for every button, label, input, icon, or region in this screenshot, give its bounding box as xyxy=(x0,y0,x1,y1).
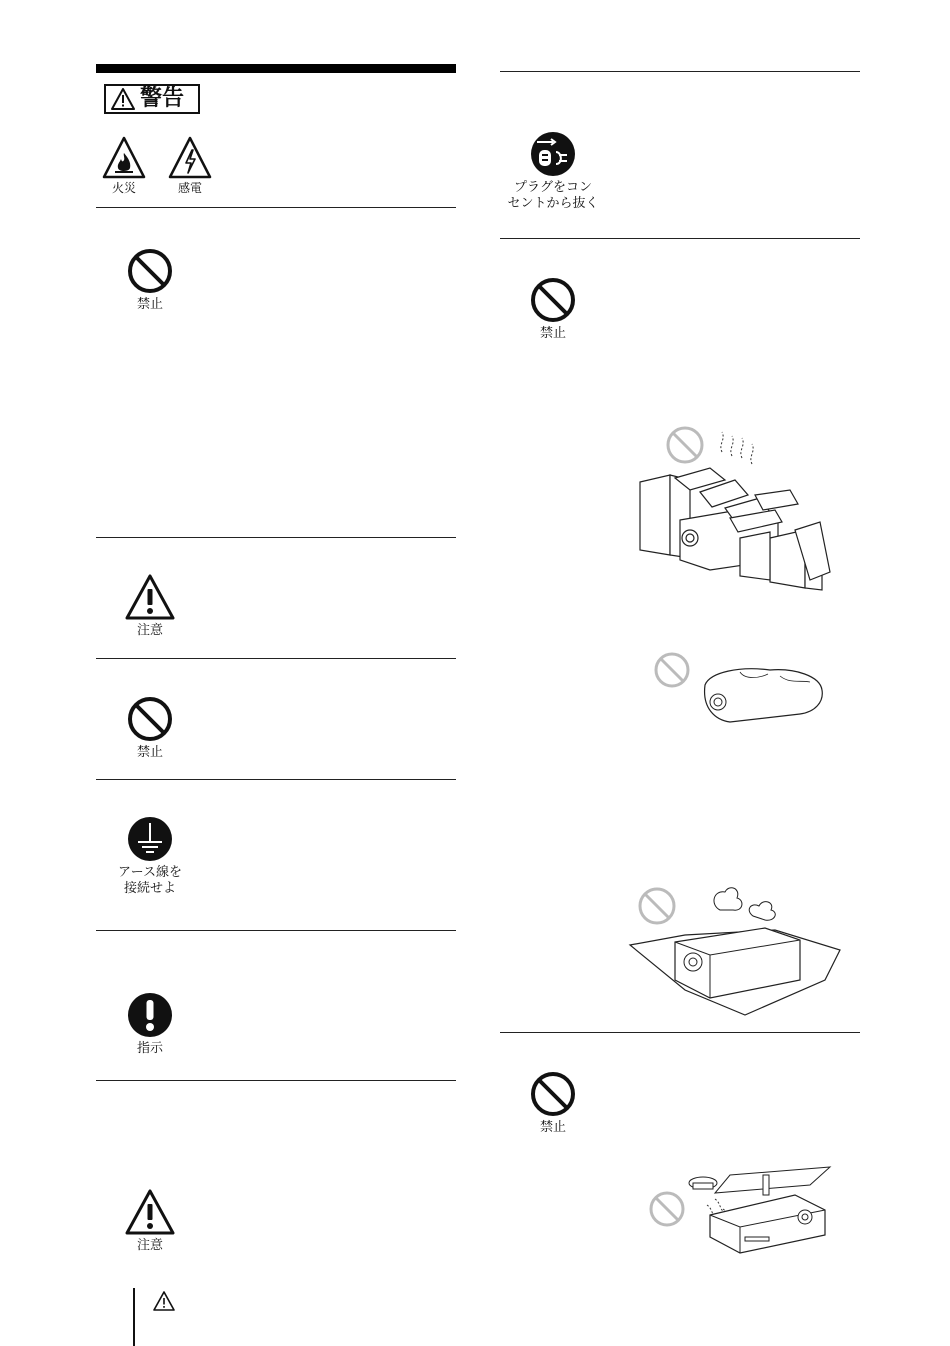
divider xyxy=(500,238,860,239)
symbol-label: プラグをコン セントから抜く xyxy=(507,180,599,211)
symbol-label: 禁止 xyxy=(136,745,163,760)
prohibition-icon xyxy=(126,247,174,295)
divider xyxy=(96,930,456,931)
hazard-fire xyxy=(92,135,156,195)
symbol-label: 禁止 xyxy=(539,326,566,341)
symbol-caution-1 xyxy=(90,573,210,639)
symbol-prohibited-4 xyxy=(493,1070,613,1136)
divider xyxy=(96,207,456,208)
illustration-covered-projector xyxy=(650,650,825,730)
symbol-label: 注意 xyxy=(136,623,163,638)
divider xyxy=(96,658,456,659)
unplug-icon xyxy=(529,130,577,178)
note-bar xyxy=(133,1288,135,1346)
caution-triangle-icon xyxy=(124,573,176,621)
symbol-label: 注意 xyxy=(136,1238,163,1253)
ground-icon xyxy=(126,815,174,863)
illustration-projector-on-blanket xyxy=(625,880,845,1020)
prohibition-icon xyxy=(529,1070,577,1118)
warning-label: 警告 xyxy=(140,86,185,111)
prohibition-icon xyxy=(126,695,174,743)
warning-triangle-icon xyxy=(110,87,136,111)
prohibition-icon xyxy=(529,276,577,324)
illustration-ceiling-projector xyxy=(645,1165,835,1260)
symbol-instruction xyxy=(90,991,210,1057)
hazard-shock xyxy=(158,135,222,195)
symbol-ground xyxy=(90,815,210,897)
symbol-label: 禁止 xyxy=(539,1120,566,1135)
symbol-caution-2 xyxy=(90,1188,210,1254)
symbol-prohibited-3 xyxy=(493,276,613,342)
symbol-label: アース線を 接続せよ xyxy=(118,865,182,896)
instruction-icon xyxy=(126,991,174,1039)
symbol-label: 禁止 xyxy=(136,297,163,312)
warning-header-box xyxy=(104,84,200,114)
small-warning-icon xyxy=(152,1290,176,1312)
divider xyxy=(96,537,456,538)
divider xyxy=(500,71,860,72)
header-bar xyxy=(96,64,456,73)
divider xyxy=(96,779,456,780)
symbol-prohibited-2 xyxy=(90,695,210,761)
divider xyxy=(96,1080,456,1081)
illustration-blocked-ventilation xyxy=(630,420,840,595)
symbol-prohibited-1 xyxy=(90,247,210,313)
symbol-label: 指示 xyxy=(136,1041,163,1056)
symbol-unplug xyxy=(493,130,613,212)
hazard-fire-label: 火災 xyxy=(111,181,136,195)
electric-shock-icon xyxy=(167,135,213,181)
divider xyxy=(500,1032,860,1033)
hazard-shock-label: 感電 xyxy=(177,181,202,195)
caution-triangle-icon xyxy=(124,1188,176,1236)
fire-hazard-icon xyxy=(101,135,147,181)
